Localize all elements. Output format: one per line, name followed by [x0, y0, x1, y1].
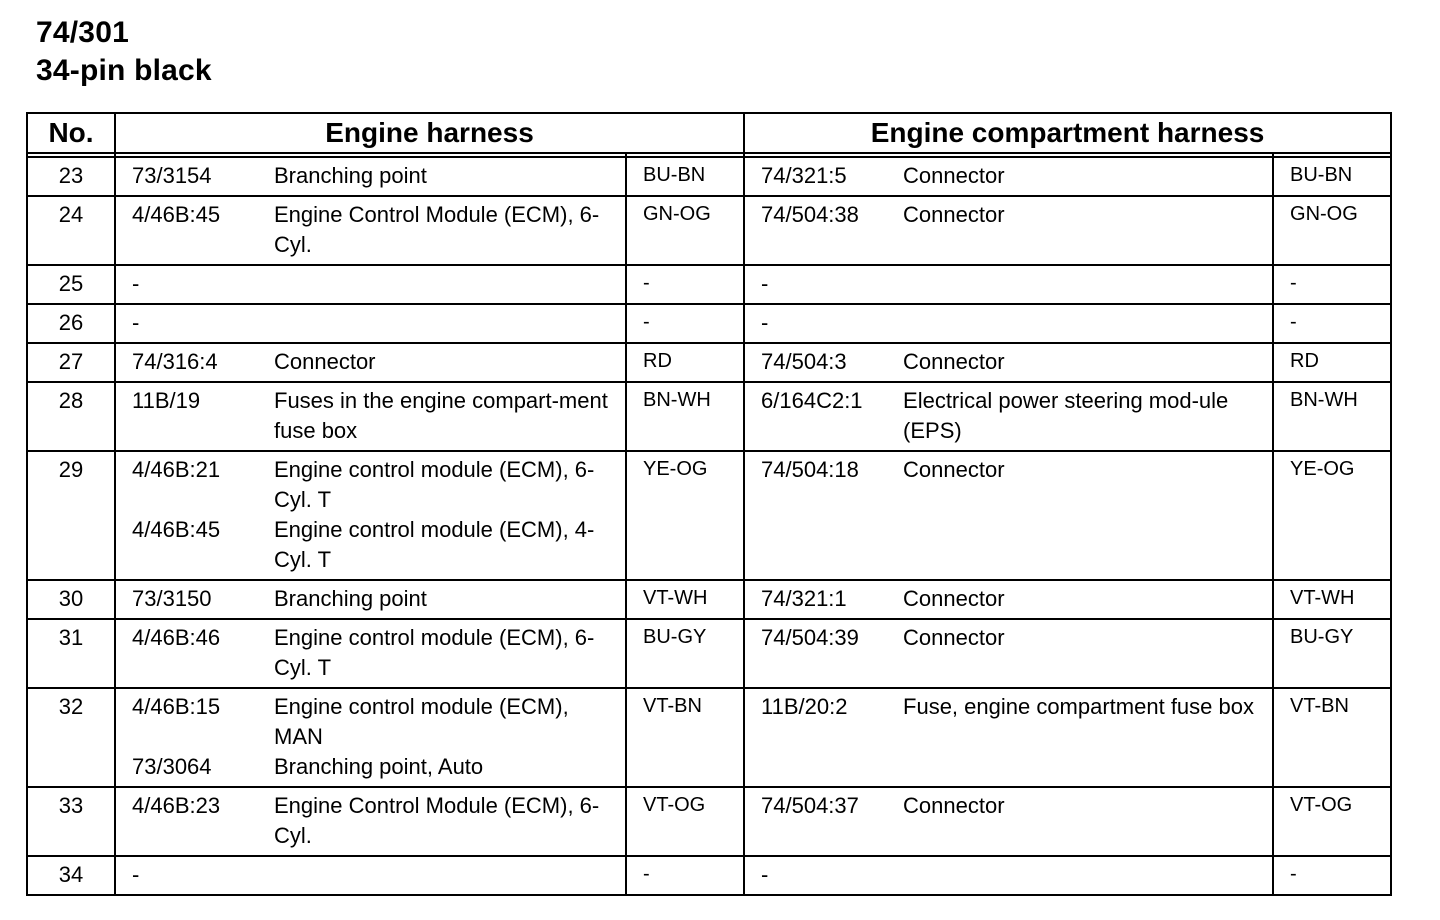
- engine-wire-color: -: [626, 856, 744, 895]
- compartment-wire-color: VT-WH: [1273, 580, 1391, 619]
- pin-number: 24: [27, 196, 115, 265]
- table-row: [27, 856, 1391, 895]
- compartment-harness-cell: [744, 787, 1273, 856]
- engine-description: Fuses in the engine compart-ment fuse box: [274, 388, 608, 443]
- pin-number: 28: [27, 382, 115, 451]
- compartment-code: -: [761, 271, 769, 296]
- engine-description: Connector: [274, 349, 376, 374]
- engine-code: -: [132, 310, 140, 335]
- header-compartment-harness: Engine compartment harness: [744, 113, 1391, 153]
- pin-rows: [27, 157, 1391, 895]
- table-row: [27, 343, 1391, 382]
- table-row: [27, 787, 1391, 856]
- engine-wire-color: BU-GY: [626, 619, 744, 688]
- engine-entry: [132, 791, 625, 851]
- table-row: [27, 304, 1391, 343]
- engine-entry: [132, 200, 625, 260]
- compartment-description: Connector: [903, 793, 1005, 818]
- engine-wire-color: VT-BN: [626, 688, 744, 787]
- connector-id: 74/301: [36, 16, 129, 49]
- engine-description: Branching point: [274, 586, 427, 611]
- engine-entry: [132, 752, 625, 782]
- engine-code: 74/316:4: [132, 349, 218, 374]
- engine-harness-cell: [115, 856, 626, 895]
- compartment-description: Connector: [903, 586, 1005, 611]
- compartment-code: 74/504:18: [761, 457, 859, 482]
- engine-entry: [132, 692, 625, 752]
- compartment-harness-cell: [744, 265, 1273, 304]
- compartment-description: Connector: [903, 163, 1005, 188]
- table-row: [27, 196, 1391, 265]
- compartment-entry: [761, 455, 1272, 485]
- compartment-code: 74/321:5: [761, 163, 847, 188]
- engine-entry: [132, 515, 625, 575]
- header-engine-harness: Engine harness: [115, 113, 744, 153]
- engine-harness-cell: [115, 787, 626, 856]
- connector-description: 34-pin black: [36, 54, 212, 87]
- header-row: [27, 113, 1391, 153]
- compartment-wire-color: VT-BN: [1273, 688, 1391, 787]
- pin-table: [26, 112, 1392, 896]
- engine-harness-cell: [115, 619, 626, 688]
- engine-harness-cell: [115, 343, 626, 382]
- engine-harness-cell: [115, 688, 626, 787]
- compartment-harness-cell: [744, 580, 1273, 619]
- compartment-entry: [761, 161, 1272, 191]
- compartment-code: 74/504:3: [761, 349, 847, 374]
- compartment-wire-color: -: [1273, 265, 1391, 304]
- pin-number: 30: [27, 580, 115, 619]
- engine-entry: [132, 347, 625, 377]
- compartment-entry: [761, 269, 1272, 299]
- compartment-harness-cell: [744, 343, 1273, 382]
- engine-harness-cell: [115, 580, 626, 619]
- table-row: [27, 580, 1391, 619]
- table-row: [27, 619, 1391, 688]
- table-row: [27, 382, 1391, 451]
- engine-harness-cell: [115, 451, 626, 580]
- engine-entry: [132, 455, 625, 515]
- engine-wire-color: BN-WH: [626, 382, 744, 451]
- compartment-entry: [761, 860, 1272, 890]
- compartment-description: Fuse, engine compartment fuse box: [903, 694, 1254, 719]
- compartment-harness-cell: [744, 619, 1273, 688]
- engine-description: Branching point, Auto: [274, 754, 484, 779]
- compartment-code: 11B/20:2: [761, 694, 848, 719]
- compartment-entry: [761, 308, 1272, 338]
- engine-code: 4/46B:45: [132, 517, 221, 542]
- engine-entry: [132, 308, 625, 338]
- compartment-code: -: [761, 310, 769, 335]
- pin-number: 29: [27, 451, 115, 580]
- engine-code: 73/3154: [132, 163, 212, 188]
- engine-wire-color: YE-OG: [626, 451, 744, 580]
- compartment-harness-cell: [744, 382, 1273, 451]
- compartment-wire-color: YE-OG: [1273, 451, 1391, 580]
- engine-entry: [132, 584, 625, 614]
- engine-entry: [132, 161, 625, 191]
- engine-code: 4/46B:15: [132, 694, 221, 719]
- engine-harness-cell: [115, 382, 626, 451]
- engine-harness-cell: [115, 265, 626, 304]
- engine-harness-cell: [115, 304, 626, 343]
- compartment-entry: [761, 347, 1272, 377]
- compartment-entry: [761, 623, 1272, 653]
- engine-description: Engine control module (ECM), 6-Cyl. T: [274, 625, 595, 680]
- engine-wire-color: -: [626, 265, 744, 304]
- compartment-description: [903, 269, 1272, 299]
- engine-wire-color: RD: [626, 343, 744, 382]
- compartment-entry: [761, 584, 1272, 614]
- engine-description: [274, 308, 625, 338]
- compartment-entry: [761, 200, 1272, 230]
- engine-description: Branching point: [274, 163, 427, 188]
- page-title: [36, 14, 212, 90]
- compartment-harness-cell: [744, 304, 1273, 343]
- compartment-wire-color: BU-GY: [1273, 619, 1391, 688]
- table-row: [27, 265, 1391, 304]
- engine-entry: [132, 623, 625, 683]
- engine-code: 4/46B:23: [132, 793, 221, 818]
- compartment-code: -: [761, 862, 769, 887]
- engine-code: 4/46B:46: [132, 625, 221, 650]
- compartment-harness-cell: [744, 688, 1273, 787]
- pin-number: 34: [27, 856, 115, 895]
- compartment-wire-color: RD: [1273, 343, 1391, 382]
- engine-wire-color: GN-OG: [626, 196, 744, 265]
- compartment-code: 74/321:1: [761, 586, 847, 611]
- engine-wire-color: BU-BN: [626, 157, 744, 196]
- compartment-entry: [761, 692, 1272, 722]
- engine-wire-color: VT-OG: [626, 787, 744, 856]
- engine-harness-cell: [115, 157, 626, 196]
- engine-wire-color: VT-WH: [626, 580, 744, 619]
- engine-code: 11B/19: [132, 388, 201, 413]
- engine-code: 4/46B:45: [132, 202, 221, 227]
- engine-code: 4/46B:21: [132, 457, 221, 482]
- engine-code: -: [132, 862, 140, 887]
- compartment-code: 74/504:37: [761, 793, 859, 818]
- compartment-code: 74/504:38: [761, 202, 859, 227]
- pin-number: 33: [27, 787, 115, 856]
- compartment-wire-color: GN-OG: [1273, 196, 1391, 265]
- pin-number: 25: [27, 265, 115, 304]
- compartment-description: [903, 860, 1272, 890]
- pin-number: 23: [27, 157, 115, 196]
- pin-number: 26: [27, 304, 115, 343]
- table-row: [27, 688, 1391, 787]
- pin-number: 31: [27, 619, 115, 688]
- engine-entry: [132, 269, 625, 299]
- compartment-wire-color: -: [1273, 304, 1391, 343]
- compartment-wire-color: BN-WH: [1273, 382, 1391, 451]
- table-row: [27, 451, 1391, 580]
- engine-code: 73/3064: [132, 754, 212, 779]
- pin-number: 27: [27, 343, 115, 382]
- engine-description: Engine Control Module (ECM), 6-Cyl.: [274, 202, 600, 257]
- compartment-wire-color: VT-OG: [1273, 787, 1391, 856]
- compartment-wire-color: -: [1273, 856, 1391, 895]
- engine-harness-cell: [115, 196, 626, 265]
- engine-description: Engine Control Module (ECM), 6-Cyl.: [274, 793, 600, 848]
- compartment-wire-color: BU-BN: [1273, 157, 1391, 196]
- engine-description: Engine control module (ECM), MAN: [274, 694, 569, 749]
- compartment-description: Connector: [903, 625, 1005, 650]
- engine-description: [274, 269, 625, 299]
- compartment-description: Connector: [903, 202, 1005, 227]
- engine-code: 73/3150: [132, 586, 212, 611]
- engine-entry: [132, 860, 625, 890]
- compartment-entry: [761, 386, 1272, 446]
- compartment-harness-cell: [744, 157, 1273, 196]
- compartment-description: [903, 308, 1272, 338]
- compartment-code: 74/504:39: [761, 625, 859, 650]
- compartment-harness-cell: [744, 856, 1273, 895]
- engine-description: Engine control module (ECM), 4-Cyl. T: [274, 517, 595, 572]
- compartment-description: Electrical power steering mod-ule (EPS): [903, 388, 1229, 443]
- header-no: No.: [27, 113, 115, 153]
- pin-number: 32: [27, 688, 115, 787]
- table-row: [27, 157, 1391, 196]
- engine-description: Engine control module (ECM), 6-Cyl. T: [274, 457, 595, 512]
- compartment-description: Connector: [903, 349, 1005, 374]
- engine-description: [274, 860, 625, 890]
- compartment-harness-cell: [744, 196, 1273, 265]
- compartment-code: 6/164C2:1: [761, 388, 863, 413]
- compartment-entry: [761, 791, 1272, 821]
- engine-wire-color: -: [626, 304, 744, 343]
- compartment-description: Connector: [903, 457, 1005, 482]
- compartment-harness-cell: [744, 451, 1273, 580]
- engine-entry: [132, 386, 625, 446]
- engine-code: -: [132, 271, 140, 296]
